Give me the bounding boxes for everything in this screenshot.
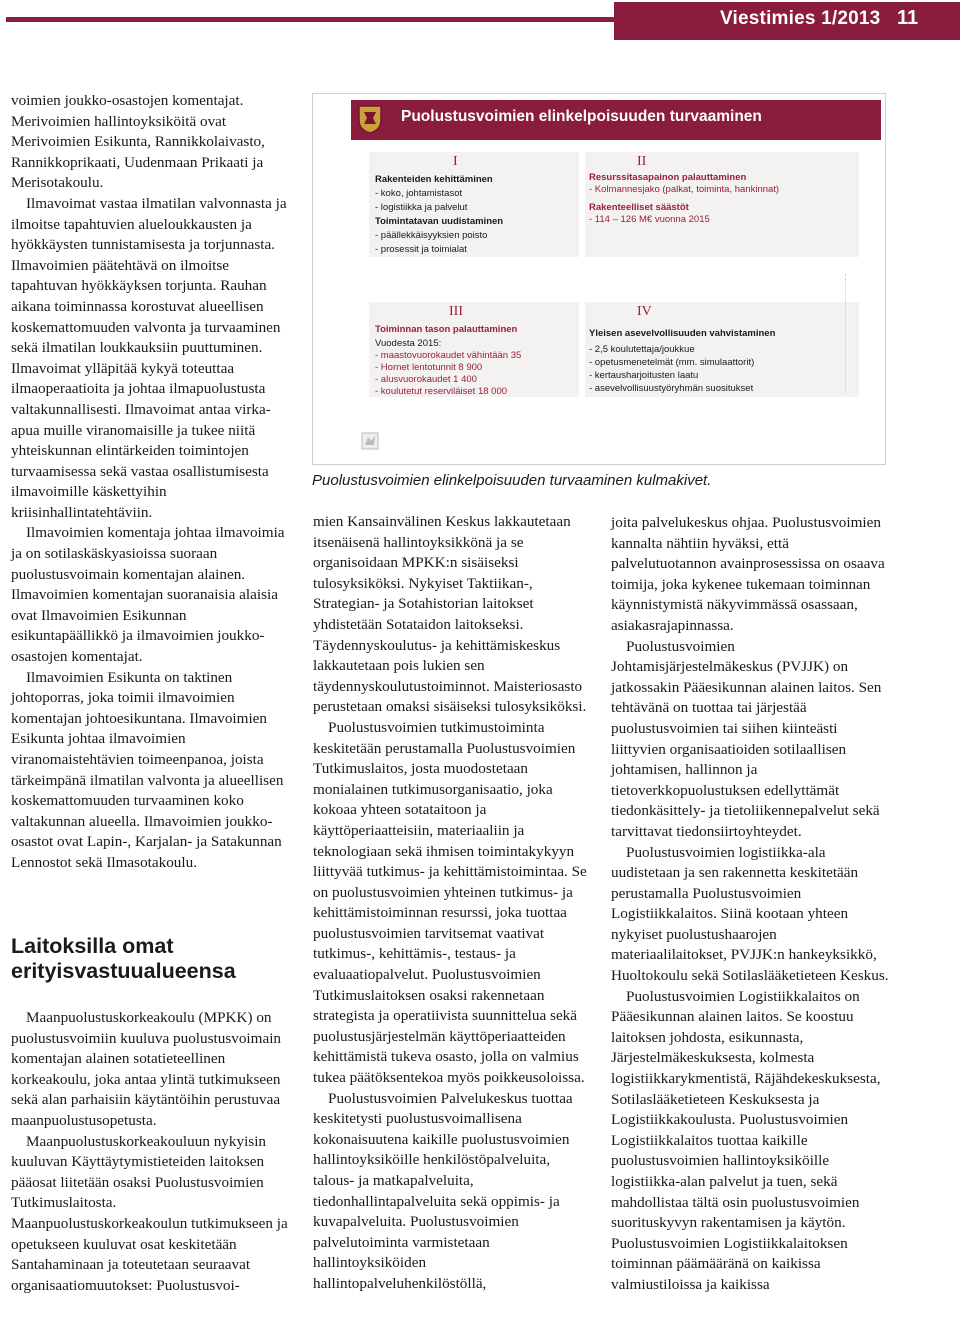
figure-side-marks (845, 274, 853, 394)
lion-emblem-icon (361, 432, 379, 450)
paragraph: Puolustusvoimien Palvelukeskus tuottaa keskitetysti puolustusvoimallisena kokonaisuutena kaikille puolustusvoimien hallintoyksiköille henkilöstöpalveluita, talous- ja matkapalveluita, tiedonhallintapalveluita sekä oppimis- ja kuvapalveluita. Puolustusvoimien palvelutoiminta varmistetaan hallintoyksiköiden hallintopalveluhenkilöstöllä, (313, 1089, 573, 1292)
paragraph: Puolustusvoimien tutkimustoiminta keskitetään perustamalla Puolustusvoimien Tutkimuslaitos, josta muodostetaan monialainen tutkimusorganisaatio, joka kokoaa yhteen sotataitoon ja käyttöperiaatteisiin, materiaaliin ja teknologiaan sekä ihmisen toimintakykyyn liittyvää tutkimus- ja kehittämistoimintaa. Se on puolustusvoimien yhteinen tutkimus- ja kehittämistoiminnan resurssi, joka tuottaa puolustusvoimien tarvitsemat vaativat tutkimus-, kehittämis-, testaus- ja evaluaatiopalvelut. Puolustusvoimien Tutkimuslaitoksen osaksi rakennetaan strategista ja operatiivista suunnittelua sekä puolustusjärjestelmän käyttöperiaatteiden kehittämistä tukeva osasto, jolla on valmius tukea päätöksentekoa myös poikkeusoloissa. (313, 718, 587, 1087)
middle-column (313, 512, 590, 1295)
section-heading: Laitoksilla omat erityisvastuualueensa (11, 934, 236, 983)
paragraph: Puolustusvoimien logistiikka-ala uudistetaan ja sen rakennetta keskitetään perustamalla Puolustusvoimien Logistiikkalaitos. Siinä kootaan yhteen nykyiset puolustushaarojen materiaalilaitokset, PVJJK:n hankeyksikkö, Huoltokoulu sekä Sotilaslääketieteen Keskus. (611, 843, 889, 985)
page-number: 11 (897, 7, 919, 29)
figure-caption: Puolustusvoimien elinkelpoisuuden turvaaminen kulmakivet. (312, 472, 712, 489)
quadrant-line: - Kolmannesjako (palkat, toiminta, hankinnat) (589, 184, 780, 195)
quadrant-line: - koko, johtamistasot (375, 188, 463, 199)
quadrant-line: Rakenteiden kehittäminen (375, 174, 493, 185)
quadrant-line: - opetusmenetelmät (mm. simulaattorit) (589, 357, 755, 368)
quadrant-line: Yleisen asevelvollisuuden vahvistaminen (589, 328, 776, 339)
paragraph: Maanpuolustuskorkeakoulu (MPKK) on puolustusvoimiin kuuluva puolustusvoimain komentajan alainen sotatieteellinen korkeakoulu, joka antaa ylintä tutkimukseen sekä alan parhaisiin käytäntöihin perustuvaa maanpuolustusopetusta. (11, 1009, 282, 1129)
quadrant-line: - alusvuorokaudet 1 400 (375, 374, 477, 385)
quadrant-line: - maastovuorokaudet vähintään 35 (375, 350, 522, 361)
quadrant-numeral: II (637, 154, 647, 169)
paragraph: Puolustusvoimien Johtamisjärjestelmäkeskus (PVJJK) on jatkossakin Pääesikunnan alainen laitos. Sen tehtävänä on tuottaa tai järjestää puolustusvoimien tai siihen kiinteästi liittyvien organisaatioiden sotilaallisen johtamisen, hallinnon ja tietoverkkopuolustuksen edellyttämät tiedonkäsittely- ja tietoliikennepalvelut sekä tarvittavat tiedonsiirtoyhteydet. (611, 637, 882, 840)
quadrant-numeral: IV (637, 304, 652, 319)
figure-slide (312, 93, 886, 465)
header-rule (6, 17, 614, 22)
quadrant-2 (585, 152, 859, 257)
quadrant-line: - päällekkäisyyksien poisto (375, 230, 488, 241)
quadrant-line: Vuodesta 2015: (375, 338, 442, 349)
left-column-continued (11, 1008, 293, 1296)
magazine-title: Viestimies 1/2013 (720, 8, 881, 29)
figure-title: Puolustusvoimien elinkelpoisuuden turvaaminen (401, 108, 762, 125)
quadrant-line: - 2,5 koulutettaja/joukkue (589, 344, 695, 355)
quadrant-line: - prosessit ja toimialat (375, 244, 467, 255)
paragraph: Ilmavoimien komentaja johtaa ilmavoimia ja on sotilaskäskyasioissa suoraan puolustusvoimain komentajan alainen. Ilmavoimien komentajan suoranaisia alaisia ovat Ilmavoimien Esikunnan esikuntapäällikkö ja ilmavoimien joukko-osastojen komentajat. (11, 524, 285, 666)
quadrant-line: Rakenteelliset säästöt (589, 202, 689, 213)
quadrant-numeral: III (449, 304, 463, 319)
quadrant-line: - koulutetut reserviläiset 18 000 (375, 386, 508, 397)
paragraph: voimien joukko-osastojen komentajat. Merivoimien hallintoyksiköitä ovat Merivoimien Esikunta, Rannikkolaivasto, Rannikkoprikaati, Uudenmaan Prikaati ja Merisotakoulu. (11, 92, 265, 192)
coat-of-arms-icon (357, 104, 383, 134)
quadrant-line: - logistiikka ja palvelut (375, 202, 468, 213)
quadrant-line: - Hornet lentotunnit 8 900 (375, 362, 483, 373)
quadrant-line: - kertausharjoitusten laatu (589, 370, 699, 381)
quadrant-line: Toiminnan tason palauttaminen (375, 324, 518, 335)
paragraph: joita palvelukeskus ohjaa. Puolustusvoimien kannalta nähtiin hyväksi, että palvelutuotannon avainprosessissa on osaava toimija, joka kykenee tukemaan toiminnan käynnistymistä näkyvimmässä osassaan, asiakasrajapinnassa. (611, 514, 885, 634)
quadrant-3 (369, 302, 579, 397)
right-column (611, 513, 891, 1296)
quadrant-4 (585, 302, 859, 397)
quadrant-line: Resurssitasapainon palauttaminen (589, 172, 747, 183)
quadrant-line: - asevelvollisuustyöryhmän suositukset (589, 383, 754, 394)
left-column (11, 91, 293, 874)
quadrant-numeral: I (453, 154, 458, 169)
quadrant-line: Toimintatavan uudistaminen (375, 216, 504, 227)
quadrant-1 (369, 152, 579, 257)
paragraph: Maanpuolustuskorkeakouluun nykyisin kuuluvan Käyttäytymistieteiden laitoksen pääosat liitetään osaksi Puolustusvoimien Tutkimuslaitosta. Maanpuolustuskorkeakoulun tutkimukseen ja opetukseen kuuluvat osat keskitetään Santahaminaan ja toteutetaan seuraavat organisaatiomuutokset: Puolustusvoi- (11, 1132, 288, 1294)
paragraph: Puolustusvoimien Logistiikkalaitos on Pääesikunnan alainen laitos. Se koostuu laitoksen johdosta, esikunnasta, Järjestelmäkeskuksesta, kolmesta logistiikkarykmentistä, Räjähdekeskuksesta, Sotilaslääketieteen Keskuksesta ja Logistiikkakoulusta. Puolustusvoimien Logistiikkalaitos tuottaa kaikille puolustusvoimien hallintoyksiköille logistiikka-alan palvelut ja tuen, sekä mahdollistaa tältä osin puolustusvoimien suorituskyvyn rakentamisen ja käytön. Puolustusvoimien Logistiikkalaitoksen toiminnan päämääränä on kaikissa valmiustiloissa ja kaikissa (611, 987, 881, 1293)
paragraph: mien Kansainvälinen Keskus lakkautetaan itsenäisenä hallintoyksikkönä ja se organisoidaan MPKK:n sisäiseksi tulosyksiköksi. Nykyiset Taktiikan-, Strategian- ja Sotahistorian laitokset yhdistetään Sotataidon laitokseksi. Täydennyskoulutus- ja kehittämiskeskus lakkautetaan pois lukien sen täydennyskoulutustoiminnot. Maisteriosasto perustetaan omaksi sisäiseksi tulosyksiköksi. (313, 513, 587, 716)
paragraph: Ilmavoimat vastaa ilmatilan valvonnasta ja ilmoitse tapahtuvien alueloukkausten ja hyökkäysten tunnistamisesta ja torjunnasta. Ilmavoimien päätehtävä on ilmoitse tapahtuvan hyökkäyksen torjunta. Rauhan aikana toiminnassa korostuvat alueellisen koskemattomuuden valvonta ja turvaaminen sekä ilmatilan loukkauksiin puuttuminen. Ilmavoimat ylläpitää kykyä toteuttaa ilmaoperaatioita ja johtaa ilmapuolustusta valtakunnallisesti. Ilmavoimat antaa virka-apua muille viranomaisille ja tukee niitä yhteiskunnan elintärkeiden toimintojen turvaamisessa sekä vastaa osallistumisesta ilmavoimille käskettyihin kriisinhallintatehtäviin. (11, 194, 287, 521)
paragraph: Ilmavoimien Esikunta on taktinen johtoporras, joka toimii ilmavoimien komentajan johtoesikuntana. Ilmavoimien Esikunta johtaa ilmavoimien viranomaistehtävien toimeenpanoa, joista tärkeimpänä ilmatilan valvonta ja alueellisen koskemattomuuden turvaaminen koko valtakunnan alueella. Ilmavoimien joukko-osastot ovat Lapin-, Karjalan- ja Satakunnan Lennostot sekä Ilmasotakoulu. (11, 668, 284, 871)
quadrant-line: - 114 – 126 M€ vuonna 2015 (589, 214, 710, 225)
